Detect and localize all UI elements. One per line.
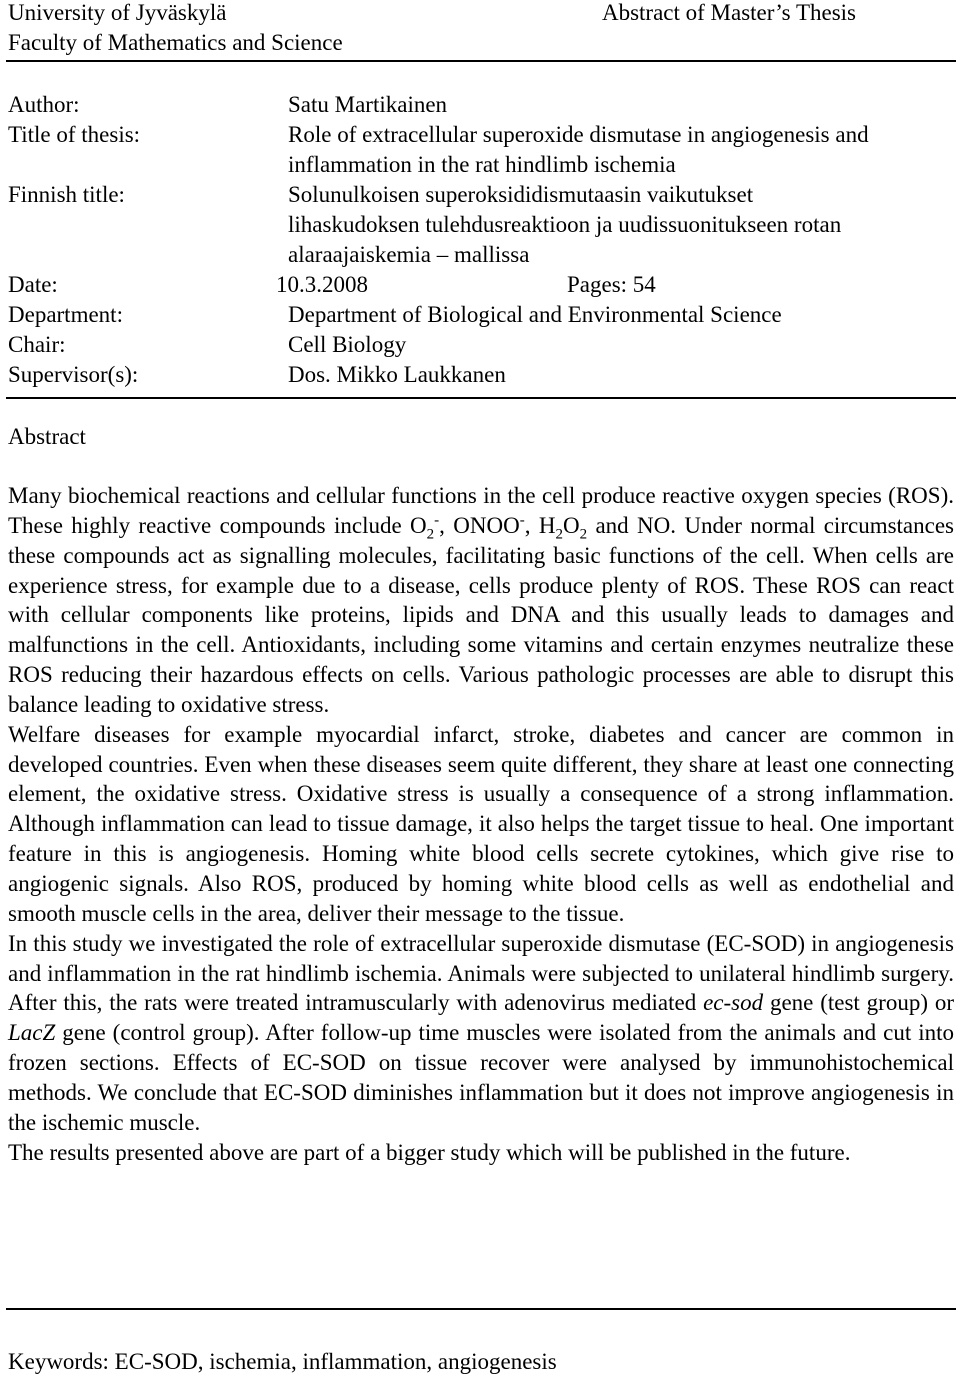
finnish-title-line-2: lihaskudoksen tulehdusreaktioon ja uudissuonitukseen rotan [288, 212, 842, 237]
faculty-name: Faculty of Mathematics and Science [8, 30, 343, 55]
title-label: Title of thesis: [8, 122, 141, 147]
date-value: 10.3.2008 [276, 272, 368, 297]
finnish-title-line-3: alaraajaiskemia – mallissa [288, 242, 530, 267]
abstract-body [8, 481, 954, 1167]
author-label: Author: [8, 92, 80, 117]
abstract-paragraph-1: Many biochemical reactions and cellular functions in the cell produce reactive oxygen species (ROS). These highly reactive compounds include $O_2^-$, ONOO-, $H_2O_2$ and NO. Under normal circumstances these compounds act as signalling molecules, facilitating basic functions of the cell. When cells are experience stress, for example due to a disease, cells produce plenty of ROS. These ROS can react with cellular components like proteins, lipids and DNA and this usually leads to damages and malfunctions in the cell. Antioxidants, including some vitamins and certain enzymes neutralize these ROS reducing their hazardous effects on cells. Various pathologic processes are able to disrupt this balance leading to oxidative stress. [8, 483, 955, 717]
finnish-title-label: Finnish title: [8, 182, 125, 207]
chair-value: Cell Biology [288, 332, 407, 357]
abstract-heading: Abstract [8, 424, 86, 449]
pages-value: Pages: 54 [567, 272, 656, 297]
title-line-1: Role of extracellular superoxide dismutase in angiogenesis and [288, 122, 869, 147]
date-label: Date: [8, 272, 58, 297]
keywords: Keywords: EC-SOD, ischemia, inflammation, angiogenesis [8, 1349, 557, 1374]
document-type: Abstract of Master’s Thesis [601, 0, 856, 25]
finnish-title-line-1: Solunulkoisen superoksididismutaasin vaikutukset [288, 182, 754, 207]
abstract-paragraph-2: Welfare diseases for example myocardial infarct, stroke, diabetes and cancer are common in developed countries. Even when these diseases seem quite different, they share at least one connecting element, the oxidative stress. Oxidative stress is usually a consequence of a strong inflammation. Although inflammation can lead to tissue damage, it also helps the target tissue to heal. One important feature in this is angiogenesis. Homing white blood cells secrete cytokines, which give rise to angiogenic signals. Also ROS, produced by homing white blood cells as well as endothelial and smooth muscle cells in the area, deliver their message to the tissue. [8, 721, 954, 926]
department-label: Department: [8, 302, 123, 327]
title-line-2: inflammation in the rat hindlimb ischemia [288, 152, 676, 177]
author-value: Satu Martikainen [288, 92, 448, 117]
department-value: Department of Biological and Environmental Science [288, 302, 782, 327]
footer-divider [6, 1308, 956, 1310]
meta-divider [6, 397, 956, 399]
supervisor-label: Supervisor(s): [8, 362, 139, 387]
chair-label: Chair: [8, 332, 66, 357]
header-divider [6, 60, 956, 62]
university-name: University of Jyväskylä [8, 0, 227, 25]
supervisor-value: Dos. Mikko Laukkanen [288, 362, 506, 387]
abstract-paragraph-4: The results presented above are part of a bigger study which will be published in the future. [8, 1139, 851, 1165]
abstract-paragraph-3: In this study we investigated the role of extracellular superoxide dismutase (EC-SOD) in angiogenesis and inflammation in the rat hindlimb ischemia. Animals were subjected to unilateral hindlimb surgery. After this, the rats were treated intramuscularly with adenovirus mediated ec-sod gene (test group) or LacZ gene (control group). After follow-up time muscles were isolated from the animals and cut into frozen sections. Effects of EC-SOD on tissue recover were analysed by immunohistochemical methods. We conclude that EC-SOD diminishes inflammation but it does not improve angiogenesis in the ischemic muscle. [8, 930, 955, 1135]
